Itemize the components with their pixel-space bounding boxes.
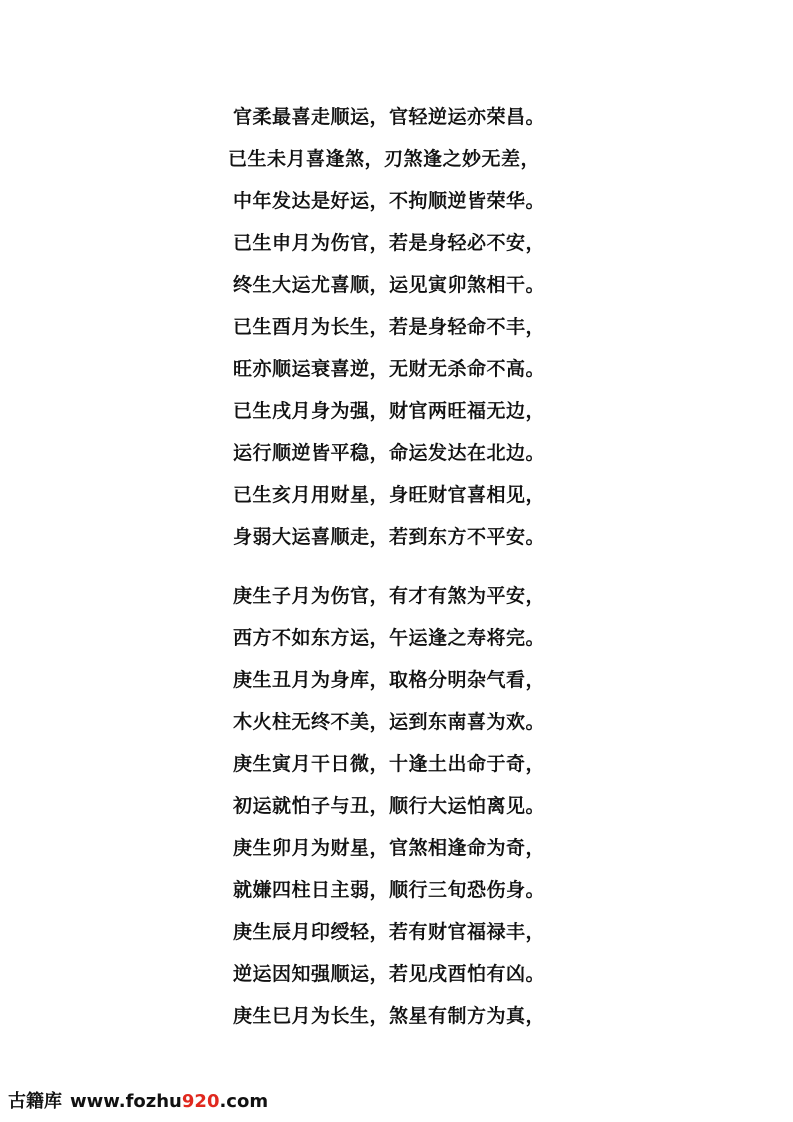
verse-line: 旺亦顺运衰喜逆，无财无杀命不高。	[233, 358, 546, 380]
verse-line: 木火柱无终不美，运到东南喜为欢。	[233, 711, 546, 733]
verse-line: 就嫌四柱日主弱，顺行三旬恐伤身。	[233, 879, 546, 901]
footer-watermark	[8, 1087, 268, 1113]
verse-line: 已生申月为伤官，若是身轻必不安，	[233, 232, 546, 254]
verse-line: 庚生寅月干日微，十逢土出命于奇，	[233, 753, 546, 775]
site-url[interactable]	[70, 1091, 268, 1112]
verse-line: 运行顺逆皆平稳，命运发达在北边。	[233, 442, 546, 464]
verse-line: 已生未月喜逢煞，刃煞逢之妙无差，	[228, 148, 541, 170]
verse-line: 官柔最喜走顺运，官轻逆运亦荣昌。	[233, 106, 546, 128]
verse-line: 庚生子月为伤官，有才有煞为平安，	[233, 585, 546, 607]
verse-line: 庚生卯月为财星，官煞相逢命为奇，	[233, 837, 546, 859]
verse-line: 庚生巳月为长生，煞星有制方为真，	[233, 1005, 546, 1027]
verse-line: 逆运因知强顺运，若见戌酉怕有凶。	[233, 963, 546, 985]
verse-line: 已生酉月为长生，若是身轻命不丰，	[233, 316, 546, 338]
verse-line: 已生亥月用财星，身旺财官喜相见，	[233, 484, 546, 506]
verse-line: 中年发达是好运，不拘顺逆皆荣华。	[233, 190, 546, 212]
verse-line: 庚生丑月为身库，取格分明杂气看，	[233, 669, 546, 691]
verse-line: 已生戌月身为强，财官两旺福无边，	[233, 400, 546, 422]
verse-line: 庚生辰月印绶轻，若有财官福禄丰，	[233, 921, 546, 943]
url-prefix: www.fozhu	[70, 1091, 182, 1112]
site-name: 古籍库	[8, 1091, 62, 1112]
url-number: 920	[181, 1091, 220, 1112]
verse-line: 身弱大运喜顺走，若到东方不平安。	[233, 526, 546, 548]
url-suffix: .com	[219, 1091, 269, 1112]
verse-line: 初运就怕子与丑，顺行大运怕离见。	[233, 795, 546, 817]
verse-line: 西方不如东方运，午运逢之寿将完。	[233, 627, 546, 649]
verse-line: 终生大运尤喜顺，运见寅卯煞相干。	[233, 274, 546, 296]
